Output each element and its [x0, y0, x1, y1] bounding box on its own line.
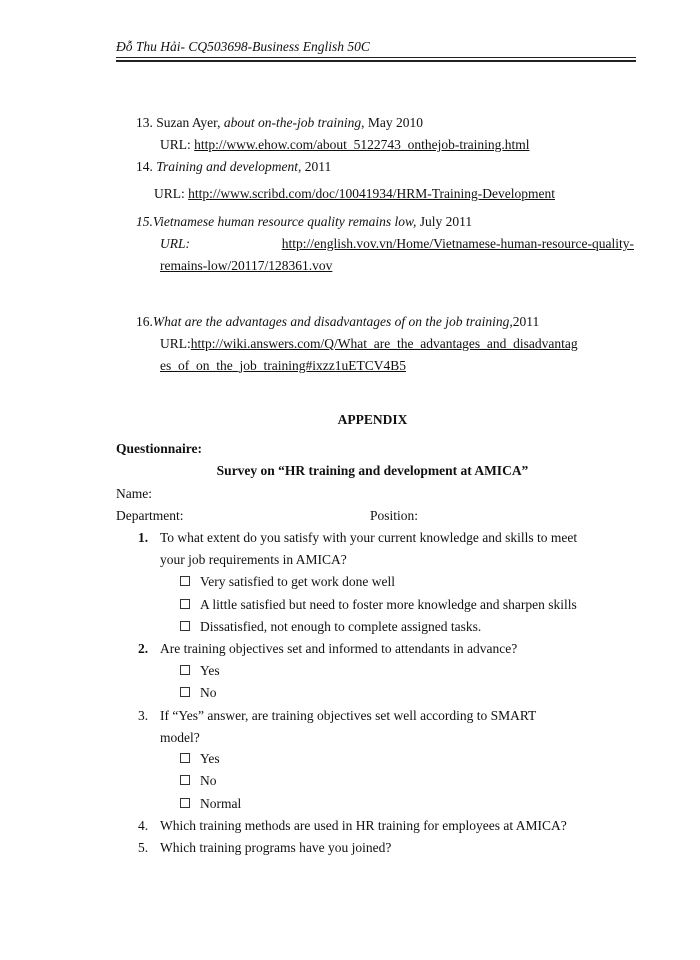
option-row[interactable] [180, 751, 220, 767]
option-row[interactable] [180, 773, 217, 789]
reference-title: Training and development, [156, 159, 302, 174]
option-label: Very satisfied to get work done well [200, 574, 395, 589]
reference-13-url-line [160, 137, 529, 153]
checkbox[interactable] [180, 576, 190, 586]
name-label: Name: [116, 486, 152, 501]
reference-16-link-cont[interactable]: es_of_on_the_job_training#ixzz1uETCV4B5 [160, 358, 406, 373]
url-label: URL: [160, 137, 191, 152]
question-1-text-cont: your job requirements in AMICA? [160, 552, 347, 567]
reference-date: , May 2010 [361, 115, 423, 130]
reference-14 [136, 159, 331, 175]
option-row[interactable] [180, 574, 395, 590]
option-row[interactable] [180, 796, 241, 812]
reference-number: 14. [136, 159, 153, 174]
department-label: Department: [116, 508, 184, 523]
reference-13-link[interactable]: http://www.ehow.com/about_5122743_onthejob-training.html [194, 137, 530, 152]
checkbox[interactable] [180, 687, 190, 697]
page-header: Đỗ Thu Hải- CQ503698-Business English 50C [116, 39, 370, 54]
reference-15-url-line [160, 236, 634, 252]
option-row[interactable] [180, 619, 481, 635]
url-label: URL: [154, 186, 185, 201]
option-label: Yes [200, 751, 220, 766]
checkbox[interactable] [180, 599, 190, 609]
reference-title: Vietnamese human resource quality remains low, [152, 214, 417, 229]
questionnaire-label: Questionnaire: [116, 441, 203, 456]
url-label: URL: [160, 336, 191, 351]
question-3-text-cont: model? [160, 730, 200, 745]
option-label: No [200, 685, 217, 700]
reference-date: July 2011 [416, 214, 473, 229]
question-number: 5. [138, 840, 149, 855]
reference-number: 15. [136, 214, 153, 229]
option-row[interactable] [180, 685, 217, 701]
reference-title: What are the advantages and disadvantages of on the job training, [152, 314, 513, 329]
checkbox[interactable] [180, 665, 190, 675]
reference-16-url-line [160, 336, 578, 352]
reference-date: 2011 [301, 159, 332, 174]
reference-15-link[interactable]: http://english.vov.vn/Home/Vietnamese-human-resource-quality- [281, 236, 634, 251]
reference-16 [136, 314, 634, 330]
question-number: 4. [138, 818, 149, 833]
reference-number: 13. [136, 115, 153, 130]
checkbox[interactable] [180, 753, 190, 763]
option-label: Normal [200, 796, 242, 811]
reference-15-url-line2 [160, 258, 332, 274]
checkbox[interactable] [180, 621, 190, 631]
reference-13 [136, 115, 423, 131]
question-number: 2. [138, 641, 149, 656]
reference-16-url-line2 [160, 358, 406, 374]
checkbox[interactable] [180, 798, 190, 808]
question-3-text: If “Yes” answer, are training objectives set well according to SMART [160, 708, 537, 723]
reference-14-url-line [154, 186, 555, 202]
option-row[interactable] [180, 597, 577, 613]
appendix-heading: APPENDIX [337, 412, 408, 427]
survey-title: Survey on “HR training and development at AMICA” [216, 463, 529, 478]
reference-16-link[interactable]: http://wiki.answers.com/Q/What_are_the_advantages_and_disadvantag [190, 336, 578, 351]
reference-date: 2011 [512, 314, 540, 329]
question-5-text: Which training programs have you joined? [160, 840, 392, 855]
option-label: Dissatisfied, not enough to complete assigned tasks. [200, 619, 482, 634]
option-label: A little satisfied but need to foster more knowledge and sharpen skills [200, 597, 577, 612]
question-4-text: Which training methods are used in HR training for employees at AMICA? [160, 818, 567, 833]
reference-author: Suzan Ayer, [156, 115, 224, 130]
position-label: Position: [370, 508, 419, 523]
reference-number: 16. [136, 314, 153, 329]
url-label: URL: [160, 236, 190, 251]
reference-15 [136, 214, 472, 230]
question-2-text: Are training objectives set and informed to attendants in advance? [160, 641, 518, 656]
option-row[interactable] [180, 663, 220, 679]
option-label: No [200, 773, 217, 788]
reference-14-link[interactable]: http://www.scribd.com/doc/10041934/HRM-Training-Development [188, 186, 555, 201]
question-number: 1. [138, 530, 149, 545]
reference-15-link-cont[interactable]: remains-low/20117/128361.vov [160, 258, 333, 273]
reference-title: about on-the-job training [223, 115, 362, 130]
header-rule [116, 57, 636, 58]
question-1-text: To what extent do you satisfy with your current knowledge and skills to meet [160, 530, 578, 545]
checkbox[interactable] [180, 775, 190, 785]
question-number: 3. [138, 708, 149, 723]
header-rule-thick [116, 60, 636, 62]
option-label: Yes [200, 663, 220, 678]
